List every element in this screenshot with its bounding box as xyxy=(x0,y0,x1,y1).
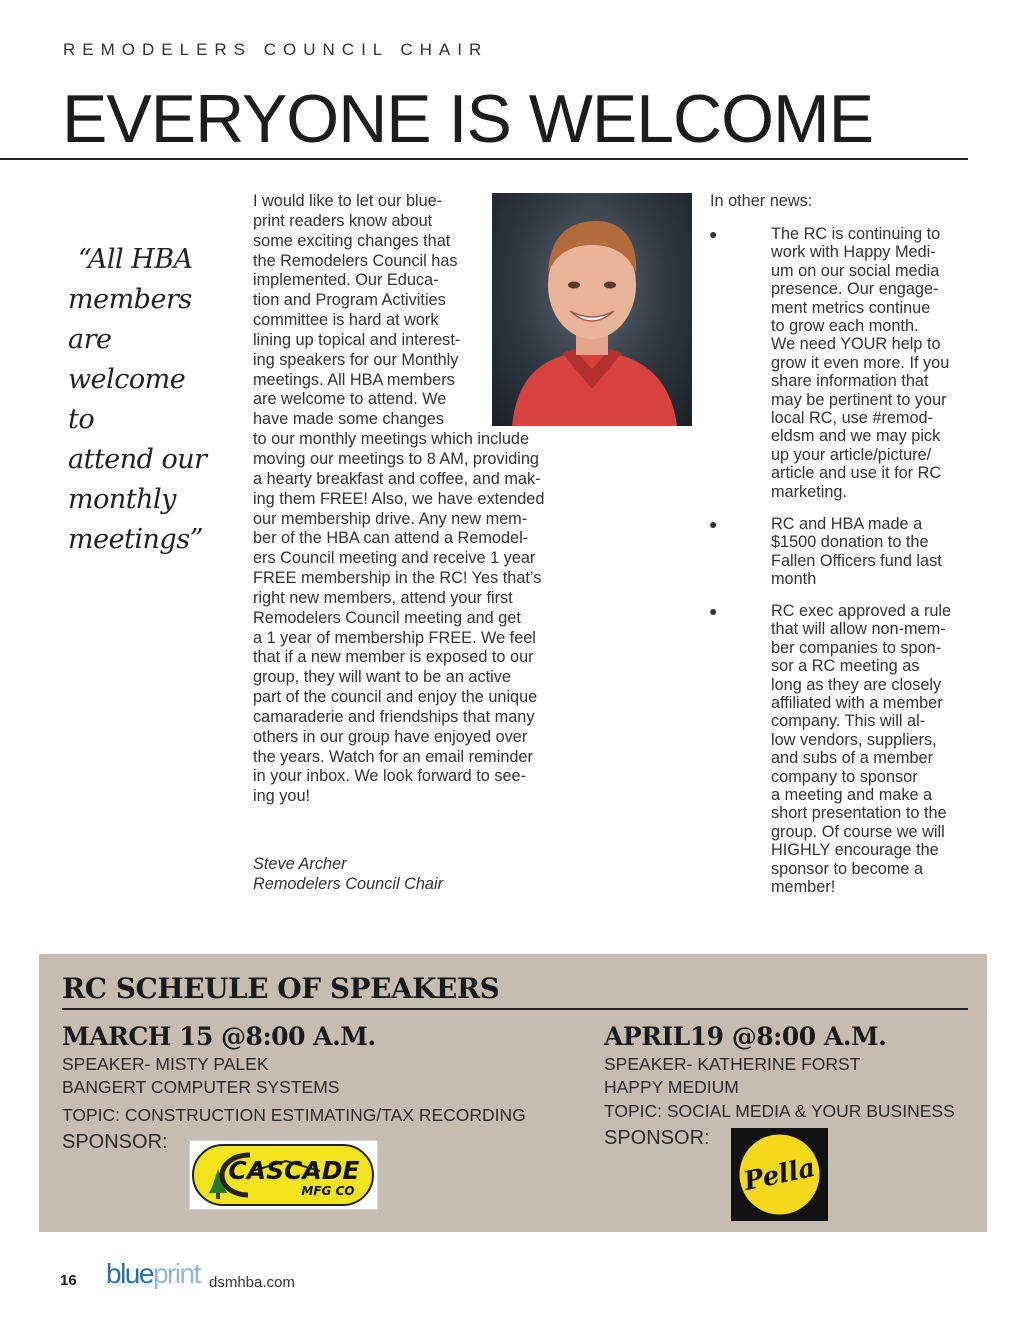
news-line: sor a RC meeting as xyxy=(771,657,920,676)
news-line: RC exec approved a rule xyxy=(771,602,952,620)
news-line: that will allow non-mem- xyxy=(771,620,946,639)
blueprint-logo-part1: blue xyxy=(106,1258,153,1289)
article-line: the Remodelers Council has xyxy=(253,251,458,270)
news-line: um on our social media xyxy=(771,261,940,280)
news-bullet-item xyxy=(709,225,950,501)
blueprint-logo xyxy=(106,1258,200,1290)
article-line: are welcome to attend. We xyxy=(253,390,447,409)
news-line: to grow each month. xyxy=(771,317,919,336)
pull-quote-line: welcome to xyxy=(68,364,186,435)
event-speaker: SPEAKER- KATHERINE FORST xyxy=(604,1054,861,1074)
article-line: ber of the HBA can attend a Remodel- xyxy=(253,529,529,548)
news-line: sponsor to become a xyxy=(771,859,924,878)
article-line: tion and Program Activities xyxy=(253,291,446,310)
news-line: RC and HBA made a xyxy=(771,515,923,533)
news-line: The RC is continuing to xyxy=(771,225,941,243)
news-line: HIGHLY encourage the xyxy=(771,841,939,860)
article-line: lining up topical and interest- xyxy=(253,330,461,349)
title-divider xyxy=(0,158,968,160)
news-line: $1500 donation to the xyxy=(771,533,929,552)
article-line: ing speakers for our Monthly xyxy=(253,350,459,369)
article-line: the years. Watch for an email reminder xyxy=(253,747,533,766)
bullet-dot-icon: ● xyxy=(709,226,718,242)
event-company: HAPPY MEDIUM xyxy=(604,1077,739,1097)
schedule-title: RC SCHEULE OF SPEAKERS xyxy=(62,972,500,1005)
event-topic: TOPIC: CONSTRUCTION ESTIMATING/TAX RECORDING xyxy=(62,1105,526,1125)
news-line: month xyxy=(771,570,817,589)
news-line: company. This will al- xyxy=(771,712,926,731)
news-line: presence. Our engage- xyxy=(771,280,939,299)
pull-quote-line: meetings” xyxy=(68,524,203,555)
event-date: APRIL19 @8:00 A.M. xyxy=(604,1022,887,1051)
news-line: may be pertinent to your xyxy=(771,390,947,409)
news-line: Fallen Officers fund last xyxy=(771,551,942,570)
news-line: share information that xyxy=(771,372,929,391)
signature-name: Steve Archer xyxy=(253,855,347,873)
event-sponsor-label: SPONSOR: xyxy=(62,1131,168,1153)
event-company: BANGERT COMPUTER SYSTEMS xyxy=(62,1077,340,1097)
article-line: FREE membership in the RC! Yes that’s xyxy=(253,569,542,588)
article-line: that if a new member is exposed to our xyxy=(253,648,534,667)
news-line: low vendors, suppliers, xyxy=(771,730,937,749)
news-line: and subs of a member xyxy=(771,749,933,768)
article-line: meetings. All HBA members xyxy=(253,370,455,389)
article-line: moving our meetings to 8 AM, providing xyxy=(253,449,539,468)
article-line: print readers know about xyxy=(253,211,433,230)
pull-quote xyxy=(68,240,218,560)
news-line: company to sponsor xyxy=(771,767,918,786)
cascade-logo-wordmark: CASCADE xyxy=(228,1156,360,1185)
news-line: local RC, use #remod- xyxy=(771,409,933,428)
news-line: a meeting and make a xyxy=(771,786,933,805)
article-line: part of the council and enjoy the unique xyxy=(253,688,538,707)
pull-quote-line: members are xyxy=(68,284,192,355)
news-line: eldsm and we may pick xyxy=(771,427,941,446)
bullet-dot-icon: ● xyxy=(709,516,718,532)
event-speaker: SPEAKER- MISTY PALEK xyxy=(62,1054,269,1074)
news-line: marketing. xyxy=(771,482,848,501)
news-line: group. Of course we will xyxy=(771,822,945,841)
event-topic: TOPIC: SOCIAL MEDIA & YOUR BUSINESS xyxy=(604,1101,955,1121)
news-line: ber companies to spon- xyxy=(771,638,942,657)
news-line: long as they are closely xyxy=(771,675,942,694)
article-line: our membership drive. Any new mem- xyxy=(253,509,528,528)
news-line: short presentation to the xyxy=(771,804,947,823)
cascade-logo-subtext: MFG CO xyxy=(301,1184,355,1198)
article-line: a hearty breakfast and coffee, and mak- xyxy=(253,469,541,488)
signature-title: Remodelers Council Chair xyxy=(253,875,444,893)
article-line: some exciting changes that xyxy=(253,231,451,250)
article-line: group, they will want to be an active xyxy=(253,668,511,687)
article-line: I would like to let our blue- xyxy=(253,192,443,210)
article-line: ing you! xyxy=(253,787,311,806)
section-kicker: REMODELERS COUNCIL CHAIR xyxy=(63,40,489,59)
author-portrait-photo xyxy=(492,193,692,426)
article-line: camaraderie and friendships that many xyxy=(253,707,535,726)
pella-logo-wordmark: Pella xyxy=(741,1152,818,1198)
news-line: work with Happy Medi- xyxy=(771,243,936,262)
article-line: to our monthly meetings which include xyxy=(253,430,530,449)
pull-quote-line: “All HBA xyxy=(78,244,193,275)
page-number: 16 xyxy=(60,1272,77,1289)
news-heading: In other news: xyxy=(710,192,813,210)
article-line: implemented. Our Educa- xyxy=(253,271,439,290)
pella-sponsor-logo xyxy=(731,1128,828,1221)
article-line: Remodelers Council meeting and get xyxy=(253,608,521,627)
news-line: ment metrics continue xyxy=(771,298,931,317)
cascade-sponsor-logo xyxy=(189,1140,378,1210)
article-line: committee is hard at work xyxy=(253,311,439,330)
blueprint-logo-part2: print xyxy=(152,1258,200,1289)
page-title: EVERYONE IS WELCOME xyxy=(62,81,874,157)
news-line: article and use it for RC xyxy=(771,464,942,483)
news-line: grow it even more. If you xyxy=(771,353,950,372)
event-sponsor-label: SPONSOR: xyxy=(604,1127,710,1149)
article-line: ers Council meeting and receive 1 year xyxy=(253,549,536,568)
event-date: MARCH 15 @8:00 A.M. xyxy=(62,1022,376,1051)
news-line: We need YOUR help to xyxy=(771,335,941,354)
pull-quote-line: monthly xyxy=(68,484,176,515)
article-line: ing them FREE! Also, we have extended xyxy=(253,489,545,508)
news-bullet-item xyxy=(709,602,952,897)
pull-quote-line: attend our xyxy=(68,444,207,475)
article-line: a 1 year of membership FREE. We feel xyxy=(253,628,536,647)
article-line: have made some changes xyxy=(253,410,444,429)
news-line: member! xyxy=(771,878,836,897)
news-line: affiliated with a member xyxy=(771,694,943,713)
article-line: others in our group have enjoyed over xyxy=(253,727,528,746)
article-line: in your inbox. We look forward to see- xyxy=(253,767,526,786)
news-line: up your article/picture/ xyxy=(771,445,932,464)
schedule-divider xyxy=(62,1008,968,1010)
signature xyxy=(253,854,443,894)
bullet-dot-icon: ● xyxy=(709,603,718,619)
news-bullet-item xyxy=(709,515,942,589)
article-line: right new members, attend your first xyxy=(253,588,513,607)
website-url: dsmhba.com xyxy=(209,1274,295,1291)
